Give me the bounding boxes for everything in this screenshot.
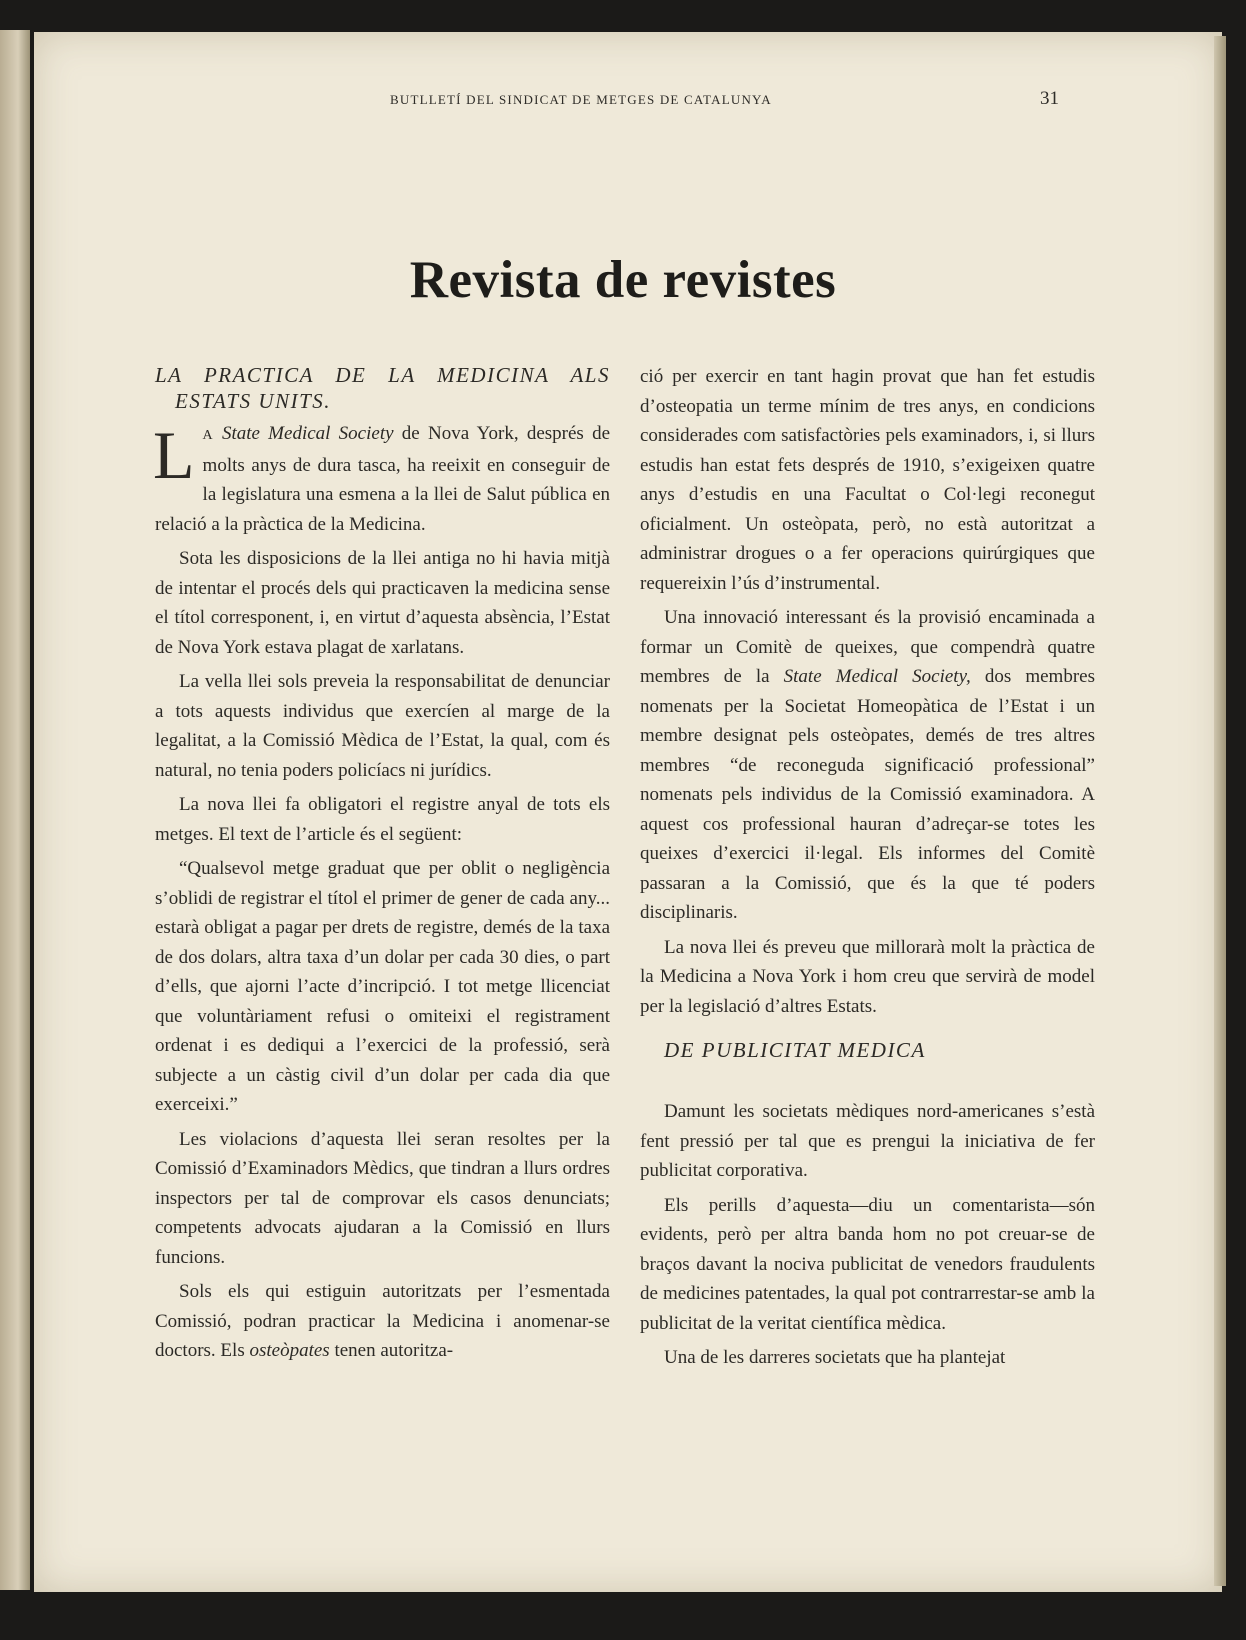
italic-term: State Medical Society [221, 423, 394, 444]
page-number: 31 [1040, 88, 1059, 109]
paragraph [155, 419, 610, 539]
paragraph-text: Sols els qui estiguin autoritzats per l’esmentada Comissió, podran practicar la Medicina i anomenar-se doctors. Els [155, 1281, 610, 1361]
paragraph: Sota les disposicions de la llei antiga no hi havia mitjà de intentar el procés dels qui practicaven la medicina sense el títol corresponent, i, en virtut d’aquesta absència, l’Estat de Nova York estava plagat de xarlatans. [155, 548, 610, 658]
running-head: BUTLLETÍ DEL SINDICAT DE METGES DE CATALUNYA [390, 92, 772, 107]
paragraph: Una de les darreres societats que ha plantejat [664, 1347, 1006, 1368]
paragraph: ció per exercir en tant hagin provat que han fet estudis d’osteopatia un terme mínim de tres anys, en condicions considerades com satisfactòries pels examinadors, i, si llurs estudis han estat fets després de 1910, s’exigeixen quatre anys d’estudis en una Facultat o Col·legi reconegut oficialment. Un osteòpata, però, no està autoritzat a administrar drogues o a fer operacions quirúrgiques que requereixin l’ús d’instrumental. [640, 366, 1095, 594]
italic-term: State Medical Society, [783, 666, 971, 687]
paragraph: Damunt les societats mèdiques nord-americanes s’està fent pressió per tal que es prengui la iniciativa de fer publicitat corporativa. [640, 1101, 1095, 1181]
drop-cap: L [153, 417, 195, 493]
paragraph-text: tenen autoritza- [329, 1340, 454, 1361]
quote-paragraph: “Qualsevol metge graduat que per oblit o negligència s’oblidi de registrar el títol el primer de gener de cada any... estarà obligat a pagar per drets de registre, demés de la taxa de dos dolars, altra taxa d’un dolar per cada 30 dies, o part d’ells, que ajorni l’acte d’incripció. I tot metge llicenciat que voluntàriament refusi o omiteixi el registrament ordenat i es dediqui a l’exercici de la professió, serà subjecte a un càstig civil d’un dolar per cada dia que exerceixi.” [155, 858, 610, 1115]
section-heading-publicitat: DE PUBLICITAT MEDICA [664, 1038, 926, 1062]
italic-term: osteòpates [249, 1340, 330, 1361]
paragraph: La nova llei fa obligatori el registre anyal de tots els metges. El text de l’article és el següent: [155, 794, 610, 845]
paragraph-text: de Nova York, després de molts anys de dura tasca, ha reeixit en conseguir de la legislatura una esmena a la llei de Salut pública en relació a la pràctica de la Medicina. [155, 423, 610, 535]
paragraph: La vella llei sols preveia la responsabilitat de denunciar a tots aquests individus que exercíen al marge de la legalitat, a la Comissió Mèdica de l’Estat, la qual, com és natural, no tenia poders policíacs ni jurídics. [155, 671, 610, 781]
paragraph [155, 1277, 610, 1366]
paragraph: La nova llei és preveu que millorarà molt la pràctica de la Medicina a Nova York i hom creu que servirà de model per la legislació d’altres Estats. [640, 936, 1095, 1017]
paragraph-text: dos membres nomenats per la Societat Homeopàtica de l’Estat i un membre designat pels osteòpates, demés de tres altres membres “de reconeguda significació professional” nomenats pels individus de la Comissió examinadora. A aquest cos professional hauran d’adreçar-se totes les queixes d’exercici il·legal. Els informes del Comitè passaran a la Comissió, que és la que té poders disciplinaris. [640, 666, 1095, 923]
section-heading-medicina: LA PRACTICA DE LA MEDICINA ALS ESTATS UNITS. [155, 363, 610, 413]
paragraph: Les violacions d’aquesta llei seran resoltes per la Comissió d’Examinadors Mèdics, que tindran a llurs ordres inspectors per tal de comprovar els casos denunciats; competents advocats ajudaran a la Comissió en llurs funcions. [155, 1128, 610, 1268]
left-column [155, 362, 610, 1371]
smallcaps-text: A [202, 428, 214, 443]
paragraph: Els perills d’aquesta—diu un comentarista—són evidents, però per altra banda hom no pot creuar-se de braços davant la nociva publicitat de venedors fraudulents de medicines patentades, la qual pot contrarrestar-se amb la publicitat de la veritat científica mèdica. [640, 1194, 1095, 1334]
paragraph [640, 603, 1095, 928]
right-column [640, 362, 1095, 1378]
paragraph-text: Una innovació interessant és la provisió encaminada a formar un Comitè de queixes, que compendrà quatre membres de la [640, 607, 1095, 687]
article-title: Revista de revistes [409, 251, 837, 309]
